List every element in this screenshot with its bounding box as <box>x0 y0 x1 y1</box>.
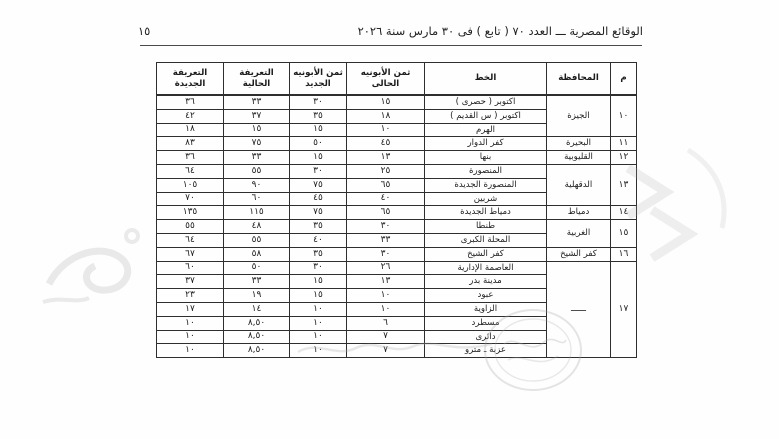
abonnement-current-cell: ١٠ <box>347 289 425 303</box>
abonnement-current-cell: ٢٦ <box>347 261 425 275</box>
tariff-new-cell: ٣٦ <box>157 95 224 109</box>
tariff-current-cell: ١٥ <box>224 123 290 137</box>
tariff-current-cell: ٥٥ <box>224 233 290 247</box>
governorate-cell: كفر الشيخ <box>547 247 611 261</box>
tariff-new-cell: ١٨ <box>157 123 224 137</box>
abonnement-current-cell: ٣٣ <box>347 233 425 247</box>
tariff-new-cell: ٦٤ <box>157 164 224 178</box>
abonnement-current-cell: ١٣ <box>347 275 425 289</box>
tariff-current-cell: ٩٠ <box>224 178 290 192</box>
line-cell: كفر الدوار <box>425 137 547 151</box>
watermark-right-marks <box>618 140 748 290</box>
abonnement-current-cell: ٦ <box>347 316 425 330</box>
tariff-new-cell: ٢٣ <box>157 289 224 303</box>
line-cell: عبود <box>425 289 547 303</box>
column-header-num: م <box>611 63 637 96</box>
table-row <box>157 261 637 275</box>
line-cell: بنها <box>425 151 547 165</box>
tariff-new-cell: ٧٠ <box>157 192 224 206</box>
column-header-governorate: المحافظة <box>547 63 611 96</box>
tariff-new-cell: ٣٦ <box>157 151 224 165</box>
abonnement-current-cell: ٣٠ <box>347 220 425 234</box>
tariff-current-cell: ٣٣ <box>224 95 290 109</box>
abonnement-new-cell: ١٥ <box>290 289 347 303</box>
governorate-cell: الجيزة <box>547 95 611 137</box>
serial-cell: ١١ <box>611 137 637 151</box>
line-cell: مسطرد <box>425 316 547 330</box>
abonnement-new-cell: ٥٠ <box>290 137 347 151</box>
abonnement-new-cell: ١٠ <box>290 316 347 330</box>
serial-cell: ١٠ <box>611 95 637 137</box>
abonnement-current-cell: ٧ <box>347 344 425 358</box>
governorate-cell: البحيرة <box>547 137 611 151</box>
abonnement-new-cell: ١٠ <box>290 302 347 316</box>
header-divider <box>140 45 642 46</box>
tariff-current-cell: ١١٥ <box>224 206 290 220</box>
serial-cell: ١٤ <box>611 206 637 220</box>
line-cell: العاصمة الإدارية <box>425 261 547 275</box>
tariff-new-cell: ٦٧ <box>157 247 224 261</box>
tariff-current-cell: ٨,٥٠ <box>224 330 290 344</box>
abonnement-current-cell: ٦٥ <box>347 206 425 220</box>
governorate-cell: دمياط <box>547 206 611 220</box>
abonnement-current-cell: ١٣ <box>347 151 425 165</box>
tariff-current-cell: ٣٧ <box>224 109 290 123</box>
line-cell: عزبة ـ مترو <box>425 344 547 358</box>
page-number: ١٥ <box>138 24 151 38</box>
governorate-cell: الغربية <box>547 220 611 248</box>
gazette-header <box>138 24 643 38</box>
column-header-line: الخط <box>425 63 547 96</box>
table-row <box>157 151 637 165</box>
abonnement-new-cell: ١٥ <box>290 275 347 289</box>
column-header-tariff_current: التعريفة الحالية <box>224 63 290 96</box>
abonnement-current-cell: ١٠ <box>347 302 425 316</box>
abonnement-new-cell: ١٠ <box>290 344 347 358</box>
abonnement-new-cell: ٣٥ <box>290 220 347 234</box>
line-cell: المنصورة <box>425 164 547 178</box>
tariff-new-cell: ٨٣ <box>157 137 224 151</box>
tariff-current-cell: ٥٨ <box>224 247 290 261</box>
tariff-current-cell: ٧٥ <box>224 137 290 151</box>
table-row <box>157 220 637 234</box>
line-cell: اكتوبر ( س القديم ) <box>425 109 547 123</box>
tariff-new-cell: ١٣٥ <box>157 206 224 220</box>
abonnement-new-cell: ٣٠ <box>290 261 347 275</box>
abonnement-current-cell: ١٠ <box>347 123 425 137</box>
line-cell: شربين <box>425 192 547 206</box>
tariff-new-cell: ١٠ <box>157 344 224 358</box>
line-cell: الهرم <box>425 123 547 137</box>
column-header-tariff_new: التعريفة الجديدة <box>157 63 224 96</box>
line-cell: المحلة الكبرى <box>425 233 547 247</box>
line-cell: كفر الشيخ <box>425 247 547 261</box>
tariff-new-cell: ٥٥ <box>157 220 224 234</box>
tariff-current-cell: ٨,٥٠ <box>224 344 290 358</box>
tariff-current-cell: ٣٣ <box>224 151 290 165</box>
table-row <box>157 206 637 220</box>
tariff-new-cell: ٤٢ <box>157 109 224 123</box>
governorate-cell: القليوبية <box>547 151 611 165</box>
abonnement-current-cell: ٤٥ <box>347 137 425 151</box>
governorate-cell: الدقهلية <box>547 164 611 205</box>
tariff-current-cell: ٥٠ <box>224 261 290 275</box>
line-cell: طنطا <box>425 220 547 234</box>
column-header-abo_current: ثمن الأبونيه الحالى <box>347 63 425 96</box>
abonnement-new-cell: ٣٠ <box>290 95 347 109</box>
abonnement-current-cell: ١٥ <box>347 95 425 109</box>
serial-cell: ١٧ <box>611 261 637 358</box>
abonnement-current-cell: ٣٠ <box>347 247 425 261</box>
table-row <box>157 247 637 261</box>
serial-cell: ١٣ <box>611 164 637 205</box>
tariff-current-cell: ١٩ <box>224 289 290 303</box>
header-row <box>157 63 637 96</box>
abonnement-new-cell: ٣٥ <box>290 247 347 261</box>
abonnement-new-cell: ١٠ <box>290 330 347 344</box>
table-row <box>157 95 637 109</box>
line-cell: دائرى <box>425 330 547 344</box>
tariff-new-cell: ٦٠ <box>157 261 224 275</box>
tariff-new-cell: ١٠٥ <box>157 178 224 192</box>
abonnement-current-cell: ٦٥ <box>347 178 425 192</box>
tariff-table-body <box>157 95 637 358</box>
serial-cell: ١٥ <box>611 220 637 248</box>
tariff-new-cell: ٣٧ <box>157 275 224 289</box>
line-cell: مدينة بدر <box>425 275 547 289</box>
tariff-current-cell: ٤٨ <box>224 220 290 234</box>
tariff-new-cell: ١٧ <box>157 302 224 316</box>
tariff-table <box>156 62 637 358</box>
abonnement-current-cell: ٤٠ <box>347 192 425 206</box>
abonnement-new-cell: ٧٥ <box>290 178 347 192</box>
line-cell: اكتوبر ( حصرى ) <box>425 95 547 109</box>
governorate-cell: ــــــ <box>547 261 611 358</box>
serial-cell: ١٢ <box>611 151 637 165</box>
tariff-current-cell: ٣٣ <box>224 275 290 289</box>
line-cell: دمياط الجديدة <box>425 206 547 220</box>
column-header-abo_new: ثمن الأبونيه الجديد <box>290 63 347 96</box>
tariff-table-header <box>157 63 637 96</box>
abonnement-new-cell: ٣٥ <box>290 109 347 123</box>
line-cell: الزاوية <box>425 302 547 316</box>
tariff-current-cell: ٥٥ <box>224 164 290 178</box>
abonnement-current-cell: ١٨ <box>347 109 425 123</box>
tariff-current-cell: ٨,٥٠ <box>224 316 290 330</box>
abonnement-new-cell: ١٥ <box>290 151 347 165</box>
watermark-left-swirl <box>35 212 150 317</box>
line-cell: المنصورة الجديدة <box>425 178 547 192</box>
abonnement-current-cell: ٢٥ <box>347 164 425 178</box>
table-row <box>157 137 637 151</box>
table-row <box>157 164 637 178</box>
abonnement-new-cell: ١٥ <box>290 123 347 137</box>
abonnement-new-cell: ٣٠ <box>290 164 347 178</box>
tariff-current-cell: ٦٠ <box>224 192 290 206</box>
serial-cell: ١٦ <box>611 247 637 261</box>
tariff-new-cell: ١٠ <box>157 316 224 330</box>
tariff-new-cell: ٦٤ <box>157 233 224 247</box>
tariff-new-cell: ١٠ <box>157 330 224 344</box>
gazette-title: الوقائع المصرية ـــ العدد ٧٠ ( تابع ) فى ٣٠ مارس سنة ٢٠٢٦ <box>357 24 643 38</box>
abonnement-new-cell: ٤٠ <box>290 233 347 247</box>
abonnement-new-cell: ٤٥ <box>290 192 347 206</box>
abonnement-new-cell: ٧٥ <box>290 206 347 220</box>
abonnement-current-cell: ٧ <box>347 330 425 344</box>
tariff-current-cell: ١٤ <box>224 302 290 316</box>
